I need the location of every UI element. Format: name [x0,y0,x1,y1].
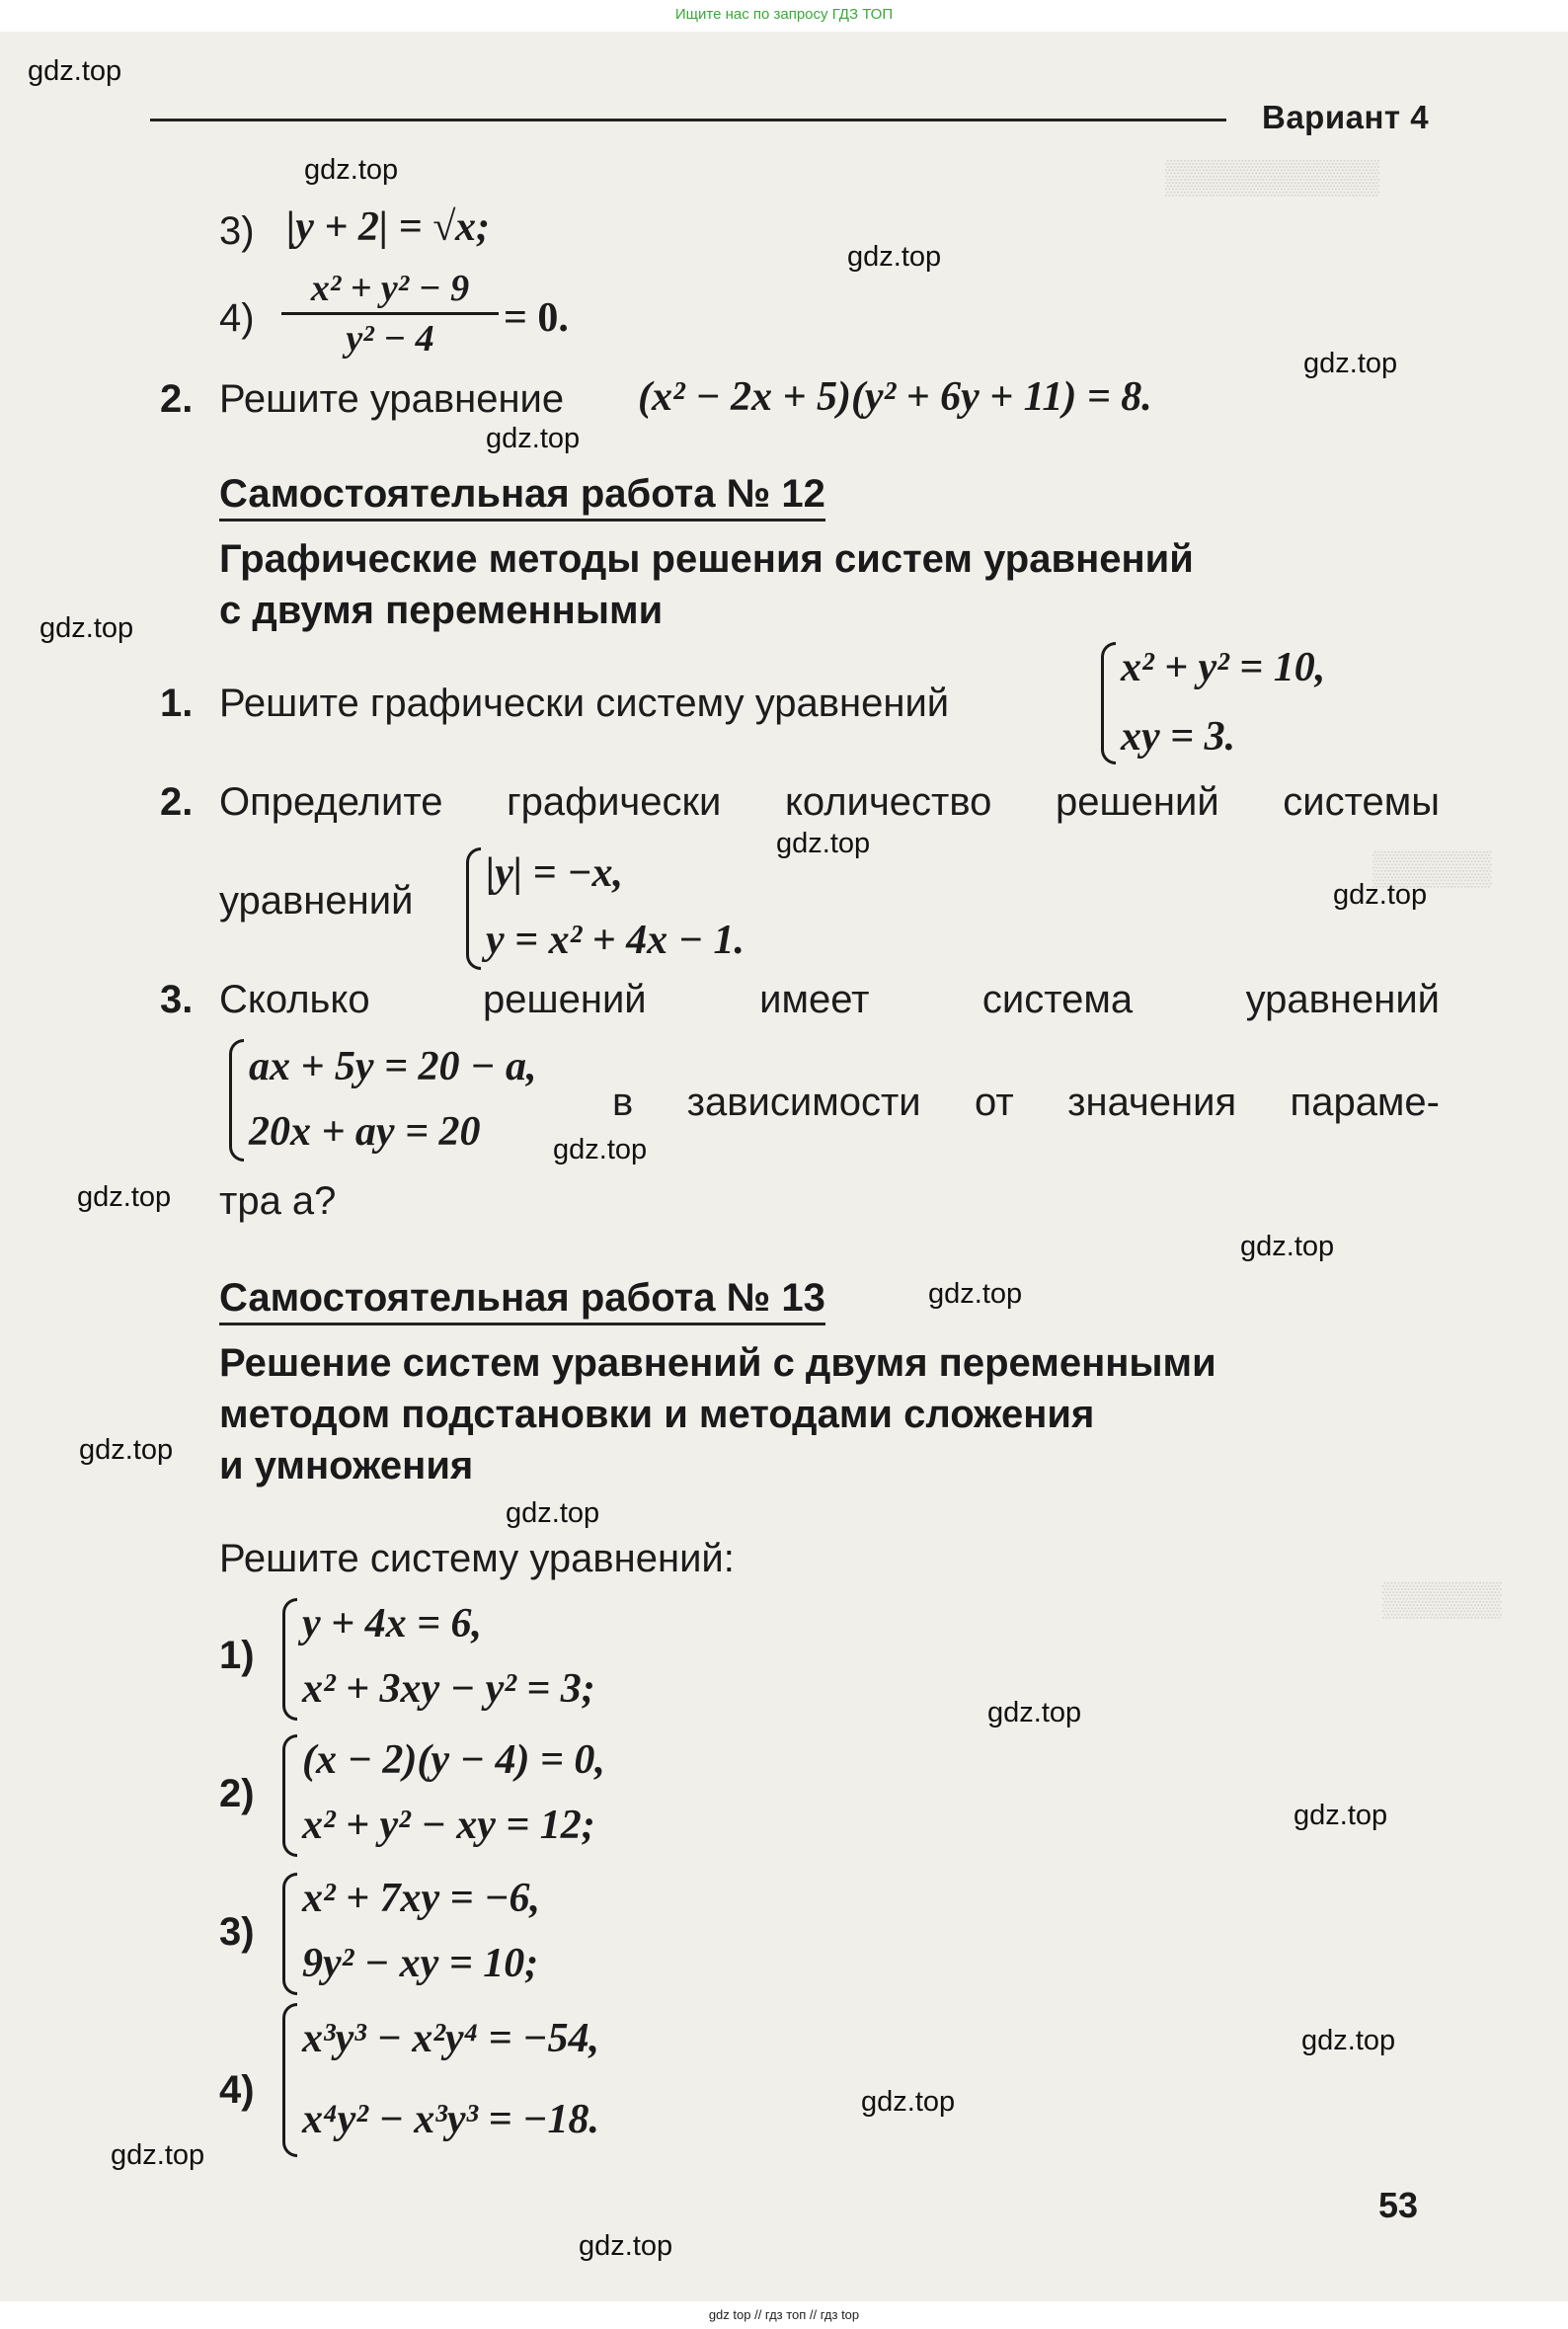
prev-item-4-number: 4) [219,296,255,340]
equation: (x − 2)(y − 4) = 0, [302,1737,605,1783]
watermark: gdz.top [79,1434,174,1466]
item-number: 2) [219,1772,255,1815]
top-note: Ищите нас по запросу ГДЗ ТОП [674,6,894,23]
equation: y + 4x = 6, [302,1601,483,1646]
equation: x² + y² = 10, [1121,645,1326,690]
prev-item-3-expr: |y + 2| = √x; [286,204,491,250]
section-subtitle: и умножения [219,1444,474,1487]
section-subtitle: Решение систем уравнений с двумя переменными [219,1341,1216,1385]
system-brace [282,1598,297,1721]
item-number: 1) [219,1634,255,1677]
item-number: 3) [219,1910,255,1954]
fraction-bar [281,312,499,315]
prev-item-3-number: 3) [219,209,255,253]
watermark: gdz.top [304,154,399,186]
task-text: тра a? [219,1179,337,1223]
fraction-denominator: y² − 4 [346,318,434,360]
task-text: Решите уравнение [219,377,565,421]
watermark: gdz.top [861,2086,956,2118]
watermark: gdz.top [987,1697,1082,1728]
watermark: gdz.top [506,1497,600,1529]
instruction: Решите систему уравнений: [219,1537,735,1580]
task-number: 1. [160,682,194,725]
watermark: gdz.top [77,1181,172,1213]
watermark: gdz.top [111,2139,205,2171]
ghost-text: ▒▒▒▒▒▒▒▒▒ [1165,158,1379,196]
section-subtitle: методом подстановки и методами сложения [219,1393,1095,1436]
watermark: gdz.top [1294,1800,1388,1831]
section-title-12: Самостоятельная работа № 12 [219,472,825,522]
equation: ax + 5y = 20 − a, [249,1044,537,1089]
system-brace [1101,642,1116,764]
watermark: gdz.top [486,423,581,454]
equation: |y| = −x, [486,850,624,896]
equation: x² + y² − xy = 12; [302,1803,595,1848]
watermark: gdz.top [928,1278,1023,1310]
equation: x⁴y² − x³y³ = −18. [302,2097,599,2142]
watermark: gdz.top [1301,2025,1396,2056]
watermark: gdz.top [776,828,871,859]
system-brace [282,1873,297,1995]
system-brace [282,1734,297,1857]
fraction-numerator: x² + y² − 9 [310,268,470,309]
watermark: gdz.top [1240,1231,1335,1262]
watermark: gdz.top [1303,348,1398,379]
header-rule [150,119,1226,121]
watermark: gdz.top [579,2230,673,2262]
equation: x³y³ − x²y⁴ = −54, [302,2016,599,2061]
system-brace [466,847,481,970]
task-number: 3. [160,978,194,1021]
system-brace [282,2003,297,2157]
variant-label: Вариант 4 [1262,99,1430,135]
watermark: gdz.top [847,241,942,273]
task-number: 2. [160,780,194,824]
watermark: gdz.top [28,55,122,87]
equation: x² + 7xy = −6, [302,1876,541,1921]
bottom-note: gdz top // гдз топ // гдз top [708,2307,860,2322]
equation: xy = 3. [1121,714,1236,760]
task-text: уравнений [219,879,414,923]
section-subtitle: Графические методы решения систем уравнений [219,537,1194,581]
item-number: 4) [219,2068,255,2112]
watermark: gdz.top [1333,879,1428,911]
task-text: Определите графически количество решений системы [219,780,1440,824]
page-number: 53 [1378,2185,1419,2225]
fraction [281,267,499,361]
watermark: gdz.top [39,612,134,644]
equation: x² + 3xy − y² = 3; [302,1666,595,1712]
system-brace [229,1039,244,1162]
task-equation: (x² − 2x + 5)(y² + 6y + 11) = 8. [638,374,1152,420]
section-subtitle: с двумя переменными [219,589,664,632]
section-title-13: Самостоятельная работа № 13 [219,1276,825,1325]
prev-item-4-rhs: = 0. [504,295,569,341]
task-text: в зависимости от значения параме- [612,1081,1440,1124]
ghost-text: ▒▒▒▒▒ [1382,1580,1502,1618]
task-number: 2. [160,377,194,421]
equation: 20x + ay = 20 [249,1109,481,1155]
task-text: Сколько решений имеет система уравнений [219,978,1440,1021]
ghost-text: ▒▒▒▒▒ [1372,849,1492,887]
watermark: gdz.top [553,1134,648,1165]
equation: y = x² + 4x − 1. [486,918,745,963]
task-text: Решите графически систему уравнений [219,682,950,725]
equation: 9y² − xy = 10; [302,1941,539,1986]
